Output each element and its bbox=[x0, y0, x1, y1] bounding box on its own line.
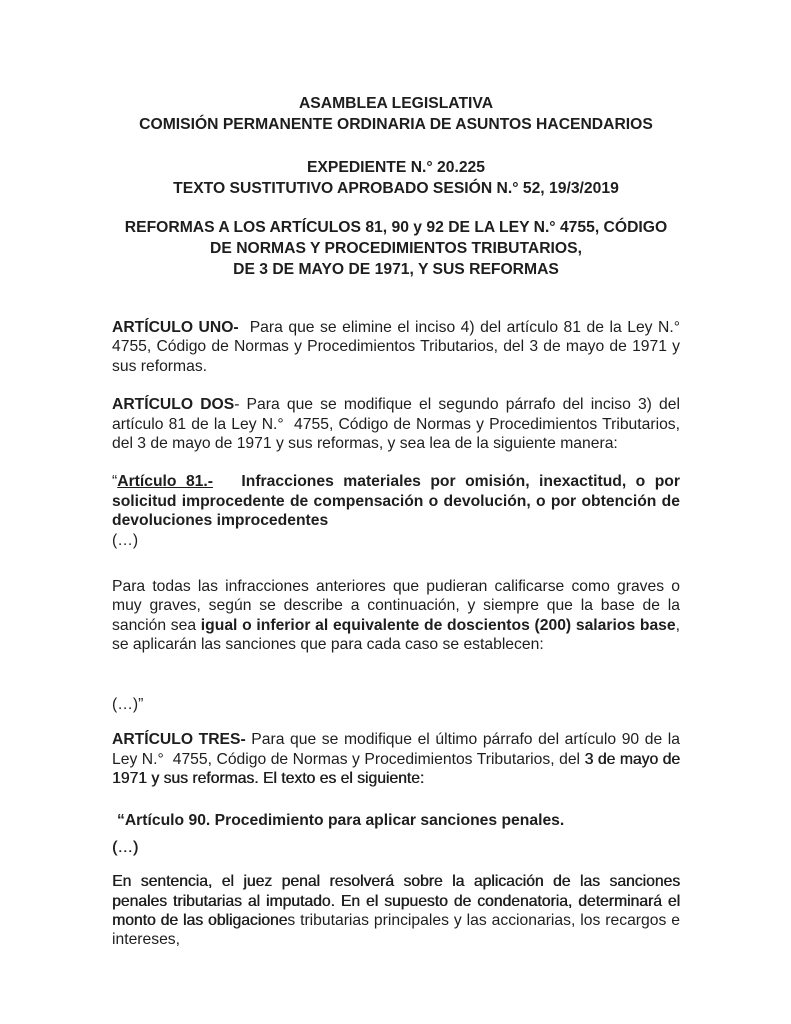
paragraph-articulo-tres bbox=[112, 730, 680, 788]
text-segment: Para que se elimine el inciso 4) del artículo 81 de la Ley N.° 4755, Código de Normas y Procedimientos Tributarios, del 3 de mayo de 1971 y sus reformas. bbox=[112, 319, 680, 375]
paragraph-articulo-uno bbox=[112, 318, 680, 376]
document-title bbox=[112, 217, 680, 280]
title-line-3: DE 3 DE MAYO DE 1971, Y SUS REFORMAS bbox=[233, 261, 559, 278]
text-segment: Artículo 81.- bbox=[117, 473, 213, 491]
paragraph-ellipsis-3 bbox=[112, 838, 680, 857]
text-segment: ARTÍCULO UNO- bbox=[112, 319, 239, 336]
paragraph-articulo-90-quote bbox=[112, 811, 680, 830]
text-segment: igual o inferior al equivalente de doscientos (200) salarios base bbox=[200, 616, 676, 634]
text-segment: , se aplicarán las sanciones que para cada caso se establecen: bbox=[112, 616, 680, 654]
document-body bbox=[112, 318, 680, 950]
title-line-1: REFORMAS A LOS ARTÍCULOS 81, 90 y 92 DE LA LEY N.° 4755, CÓDIGO bbox=[124, 219, 668, 236]
text-segment: 3 de mayo de 1971 y sus reformas. El texto es el siguiente: bbox=[112, 750, 680, 787]
document-header bbox=[112, 93, 680, 280]
paragraph-para-todas bbox=[112, 577, 680, 655]
text-segment: ARTÍCULO TRES- bbox=[112, 731, 246, 749]
paragraph-articulo-dos bbox=[112, 395, 680, 453]
text-segment: (…)” bbox=[112, 695, 144, 713]
text-segment: - Para que se modifique el segundo párrafo del inciso 3) del artículo 81 de la Ley N.° 4755, Código de Normas y Procedimientos Tributarios, del 3 de mayo de 1971 y sus reformas, y sea lea de la siguiente manera: bbox=[112, 396, 680, 453]
paragraph-en-sentencia bbox=[112, 872, 680, 950]
text-segment: Para que se modifique el último párrafo del artículo 90 de la Ley N.° 4755, Código de Normas y Procedimientos Tributarios, del bbox=[112, 731, 680, 768]
text-segment: En sentencia, el juez penal resolverá sobre la aplicación de las sanciones penales tributarias al imputado. En el supuesto de condenatoria, determinará el monto de las obligacione bbox=[112, 873, 680, 929]
text-segment: Para todas las infracciones anteriores que pudieran calificarse como graves o muy graves, según se describe a continuación, y siempre que la base de la sanción sea bbox=[112, 578, 680, 634]
text-segment: s tributarias principales y las accionarias, los recargos e intereses, bbox=[112, 911, 680, 949]
expediente-number: EXPEDIENTE N.° 20.225 bbox=[306, 159, 486, 176]
text-segment: ARTÍCULO DOS bbox=[112, 396, 235, 414]
paragraph-articulo-81-quote bbox=[112, 472, 680, 530]
committee-name: COMISIÓN PERMANENTE ORDINARIA DE ASUNTOS HACENDARIOS bbox=[139, 116, 653, 133]
title-line-2: DE NORMAS Y PROCEDIMIENTOS TRIBUTARIOS, bbox=[210, 240, 582, 257]
text-segment: “ bbox=[112, 473, 118, 491]
session-line: TEXTO SUSTITUTIVO APROBADO SESIÓN N.° 52, 19/3/2019 bbox=[173, 180, 619, 197]
text-segment: Infracciones materiales por omisión, inexactitud, o por solicitud improcedente de compensación o devolución, o por obtención de devoluciones improcedentes bbox=[112, 473, 680, 530]
text-segment: (…) bbox=[112, 531, 139, 549]
paragraph-ellipsis-2 bbox=[112, 695, 680, 714]
text-segment: (…) bbox=[112, 838, 139, 856]
paragraph-ellipsis-1 bbox=[112, 531, 680, 550]
org-name: ASAMBLEA LEGISLATIVA bbox=[298, 95, 494, 112]
document-content bbox=[112, 93, 680, 950]
expediente-block bbox=[112, 157, 680, 199]
text-segment: “Artículo 90. Procedimiento para aplicar sanciones penales. bbox=[117, 812, 565, 830]
